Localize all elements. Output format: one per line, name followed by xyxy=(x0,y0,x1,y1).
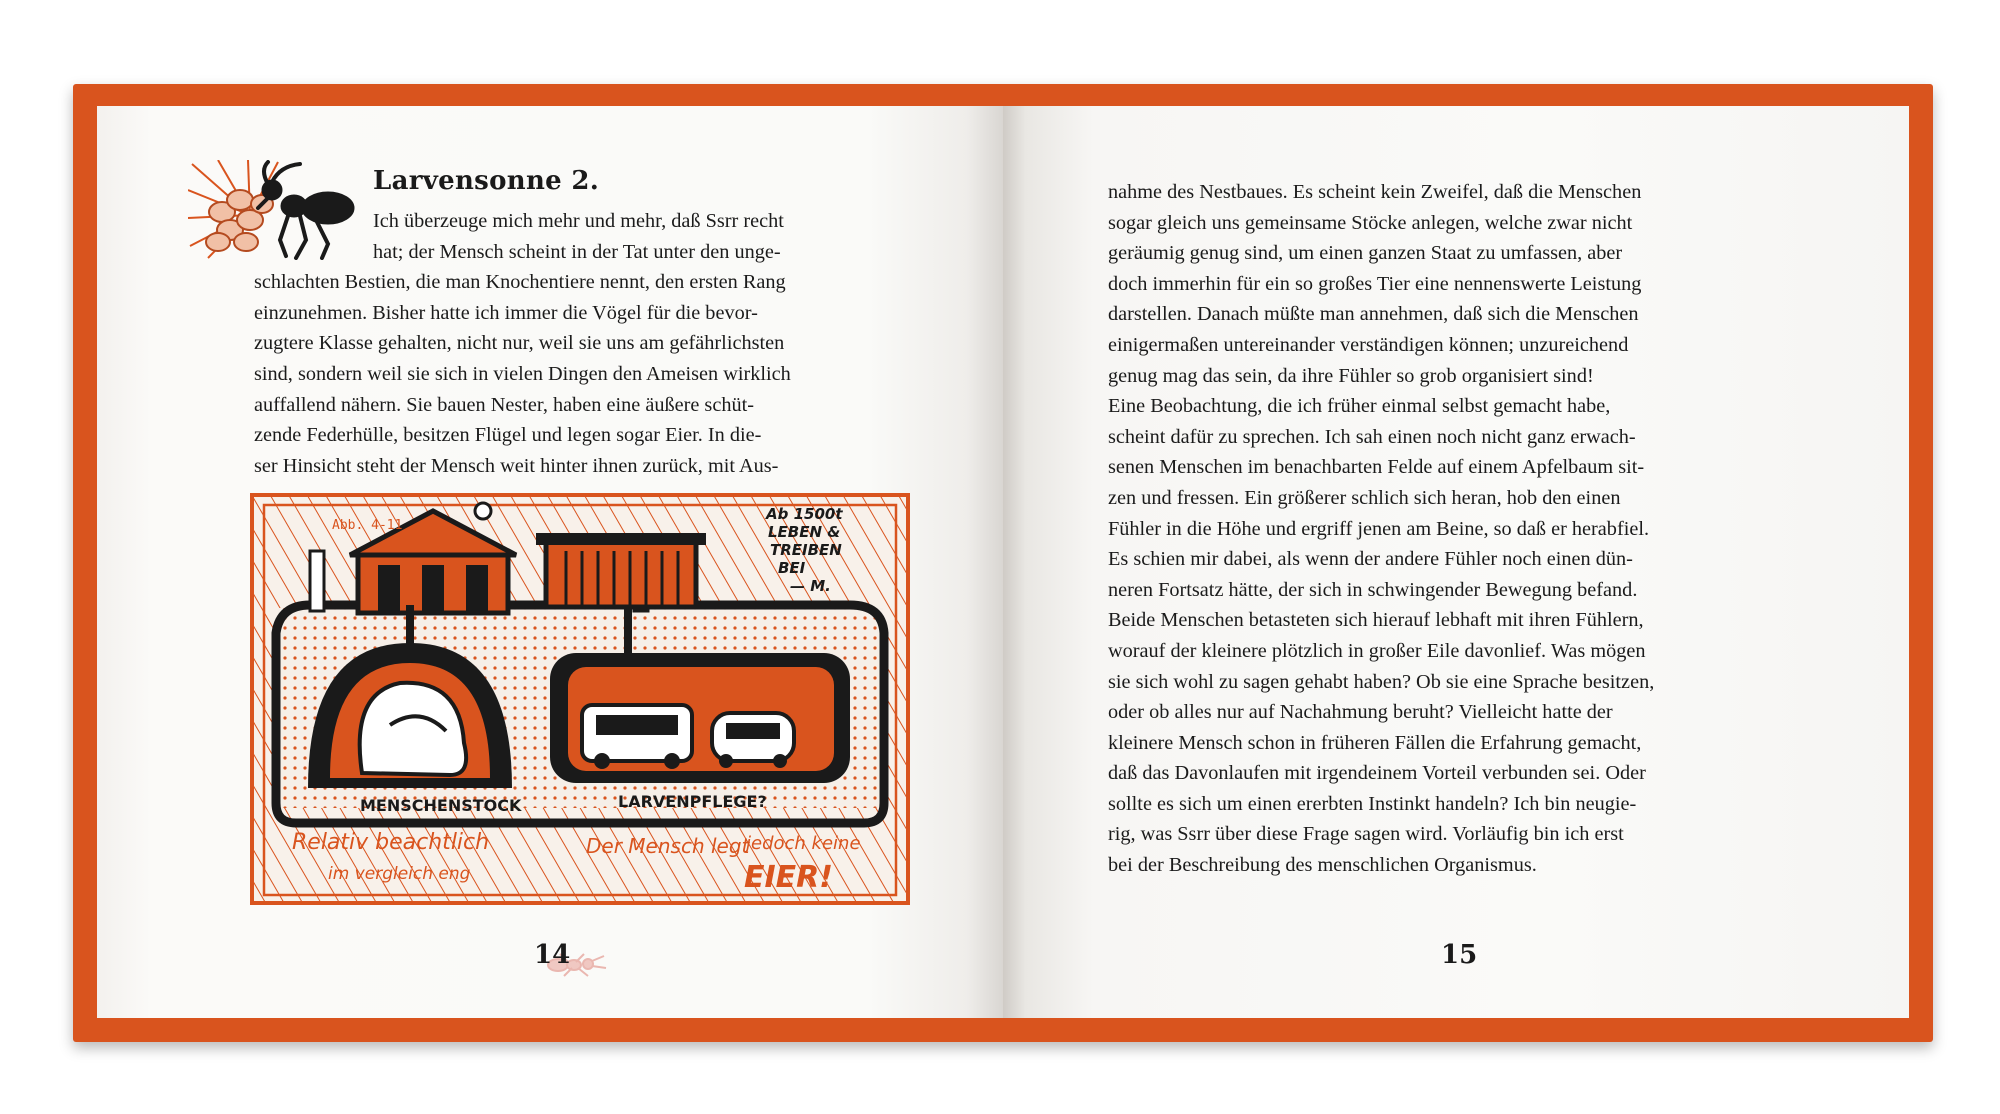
caption-left-1: Relativ beachtlich xyxy=(292,830,490,855)
text-line: nahme des Nestbaues. Es scheint kein Zweifel, daß die Menschen xyxy=(1108,181,1642,203)
text-line: sogar gleich uns gemeinsame Stöcke anlegen, welche zwar nicht xyxy=(1108,211,1633,234)
caption-right-1: Der Mensch legt xyxy=(586,834,750,858)
text-line: auffallend nähern. Sie bauen Nester, haben eine äußere schüt- xyxy=(254,393,754,416)
caption-left-2: im vergleich eng xyxy=(328,864,471,884)
text-line: neren Fortsatz hätte, der sich in schwingender Bewegung befand. xyxy=(1108,578,1638,601)
text-line: Beide Menschen betasteten sich hierauf lebhaft mit ihren Fühlern, xyxy=(1108,609,1644,632)
text-line: genug mag das sein, da ihre Fühler so grob organisiert sind! xyxy=(1108,364,1594,387)
text-line: einigermaßen untereinander verständigen können; unzureichend xyxy=(1108,333,1629,356)
text-line: hat; der Mensch scheint in der Tat unter den unge- xyxy=(373,240,781,263)
note-line: TREIBEN xyxy=(770,541,842,559)
text-line: ser Hinsicht steht der Mensch weit hinter ihnen zurück, mit Aus- xyxy=(254,454,779,477)
text-line: senen Menschen im benachbarten Felde auf einem Apfelbaum sit- xyxy=(1108,456,1645,479)
text-line: worauf der kleinere plötzlich in großer Eile davonlief. Was mögen xyxy=(1108,639,1646,662)
text-line: kleinere Mensch schon in früheren Fällen die Erfahrung gemacht, xyxy=(1108,731,1642,754)
text-line: doch immerhin für ein so großes Tier eine nennenswerte Leistung xyxy=(1108,272,1642,295)
text-line: Es schien mir dabei, als wenn der andere Fühler noch einen dün- xyxy=(1108,548,1633,571)
text-line: darstellen. Danach müßte man annehmen, daß sich die Menschen xyxy=(1108,303,1639,326)
caption-right-2: jedoch keine xyxy=(746,833,861,854)
text-line: daß das Davonlaufen mit irgendeinem Vorteil verbunden sei. Oder xyxy=(1108,762,1646,785)
text-line: einzunehmen. Bisher hatte ich immer die Vögel für die bevor- xyxy=(254,301,758,324)
text-line: schlachten Bestien, die man Knochentiere nennt, den ersten Rang xyxy=(254,271,786,294)
illustration-human-hive xyxy=(250,493,910,908)
page-number-right: 15 xyxy=(1441,940,1478,970)
text-line: sollte es sich um einen ererbten Instinkt handeln? Ich bin neugie- xyxy=(1108,792,1637,815)
left-page-text xyxy=(254,206,791,481)
label-menschenstock: MENSCHENSTOCK xyxy=(360,796,522,815)
note-line: Ab 1500t xyxy=(766,505,843,523)
note-line: BEI xyxy=(778,559,806,577)
chapter-title: Larvensonne 2. xyxy=(373,166,600,196)
page-number-left: 14 xyxy=(534,940,571,970)
text-line: zugtere Klasse gehalten, nicht nur, weil sie uns am gefährlichsten xyxy=(254,332,785,355)
text-line: zende Federhülle, besitzen Flügel und legen sogar Eier. In die- xyxy=(254,424,762,447)
text-line: zen und fressen. Ein größerer schlich sich heran, hob den einen xyxy=(1108,486,1621,509)
text-line: Ich überzeuge mich mehr und mehr, daß Ssrr recht xyxy=(373,210,784,232)
label-larvenpflege: LARVENPFLEGE? xyxy=(618,792,767,811)
text-line: Eine Beobachtung, die ich früher einmal selbst gemacht habe, xyxy=(1108,395,1611,418)
text-line: geräumig genug sind, um einen ganzen Staat zu umfassen, aber xyxy=(1108,242,1623,265)
text-line: sind, sondern weil sie sich in vielen Dingen den Ameisen wirklich xyxy=(254,362,791,385)
text-line: sie sich wohl zu sagen gehabt haben? Ob sie eine Sprache besitzen, xyxy=(1108,670,1655,693)
text-line: bei der Beschreibung des menschlichen Organismus. xyxy=(1108,854,1537,877)
caption-right-3: EIER! xyxy=(744,860,833,895)
text-line: Fühler in die Höhe und ergriff jenen am Beine, so daß er herabfiel. xyxy=(1108,517,1650,540)
fig-label: Abb. 4-11 xyxy=(332,518,403,533)
note-line: LEBEN & xyxy=(768,523,841,541)
text-line: scheint dafür zu sprechen. Ich sah einen noch nicht ganz erwach- xyxy=(1108,425,1636,448)
text-line: rig, was Ssrr über diese Frage sagen wird. Vorläufig bin ich erst xyxy=(1108,823,1624,846)
note-line: — M. xyxy=(790,577,831,595)
text-line: oder ob alles nur auf Nachahmung beruht? Vielleicht hatte der xyxy=(1108,701,1613,724)
right-page-text xyxy=(1108,177,1654,881)
